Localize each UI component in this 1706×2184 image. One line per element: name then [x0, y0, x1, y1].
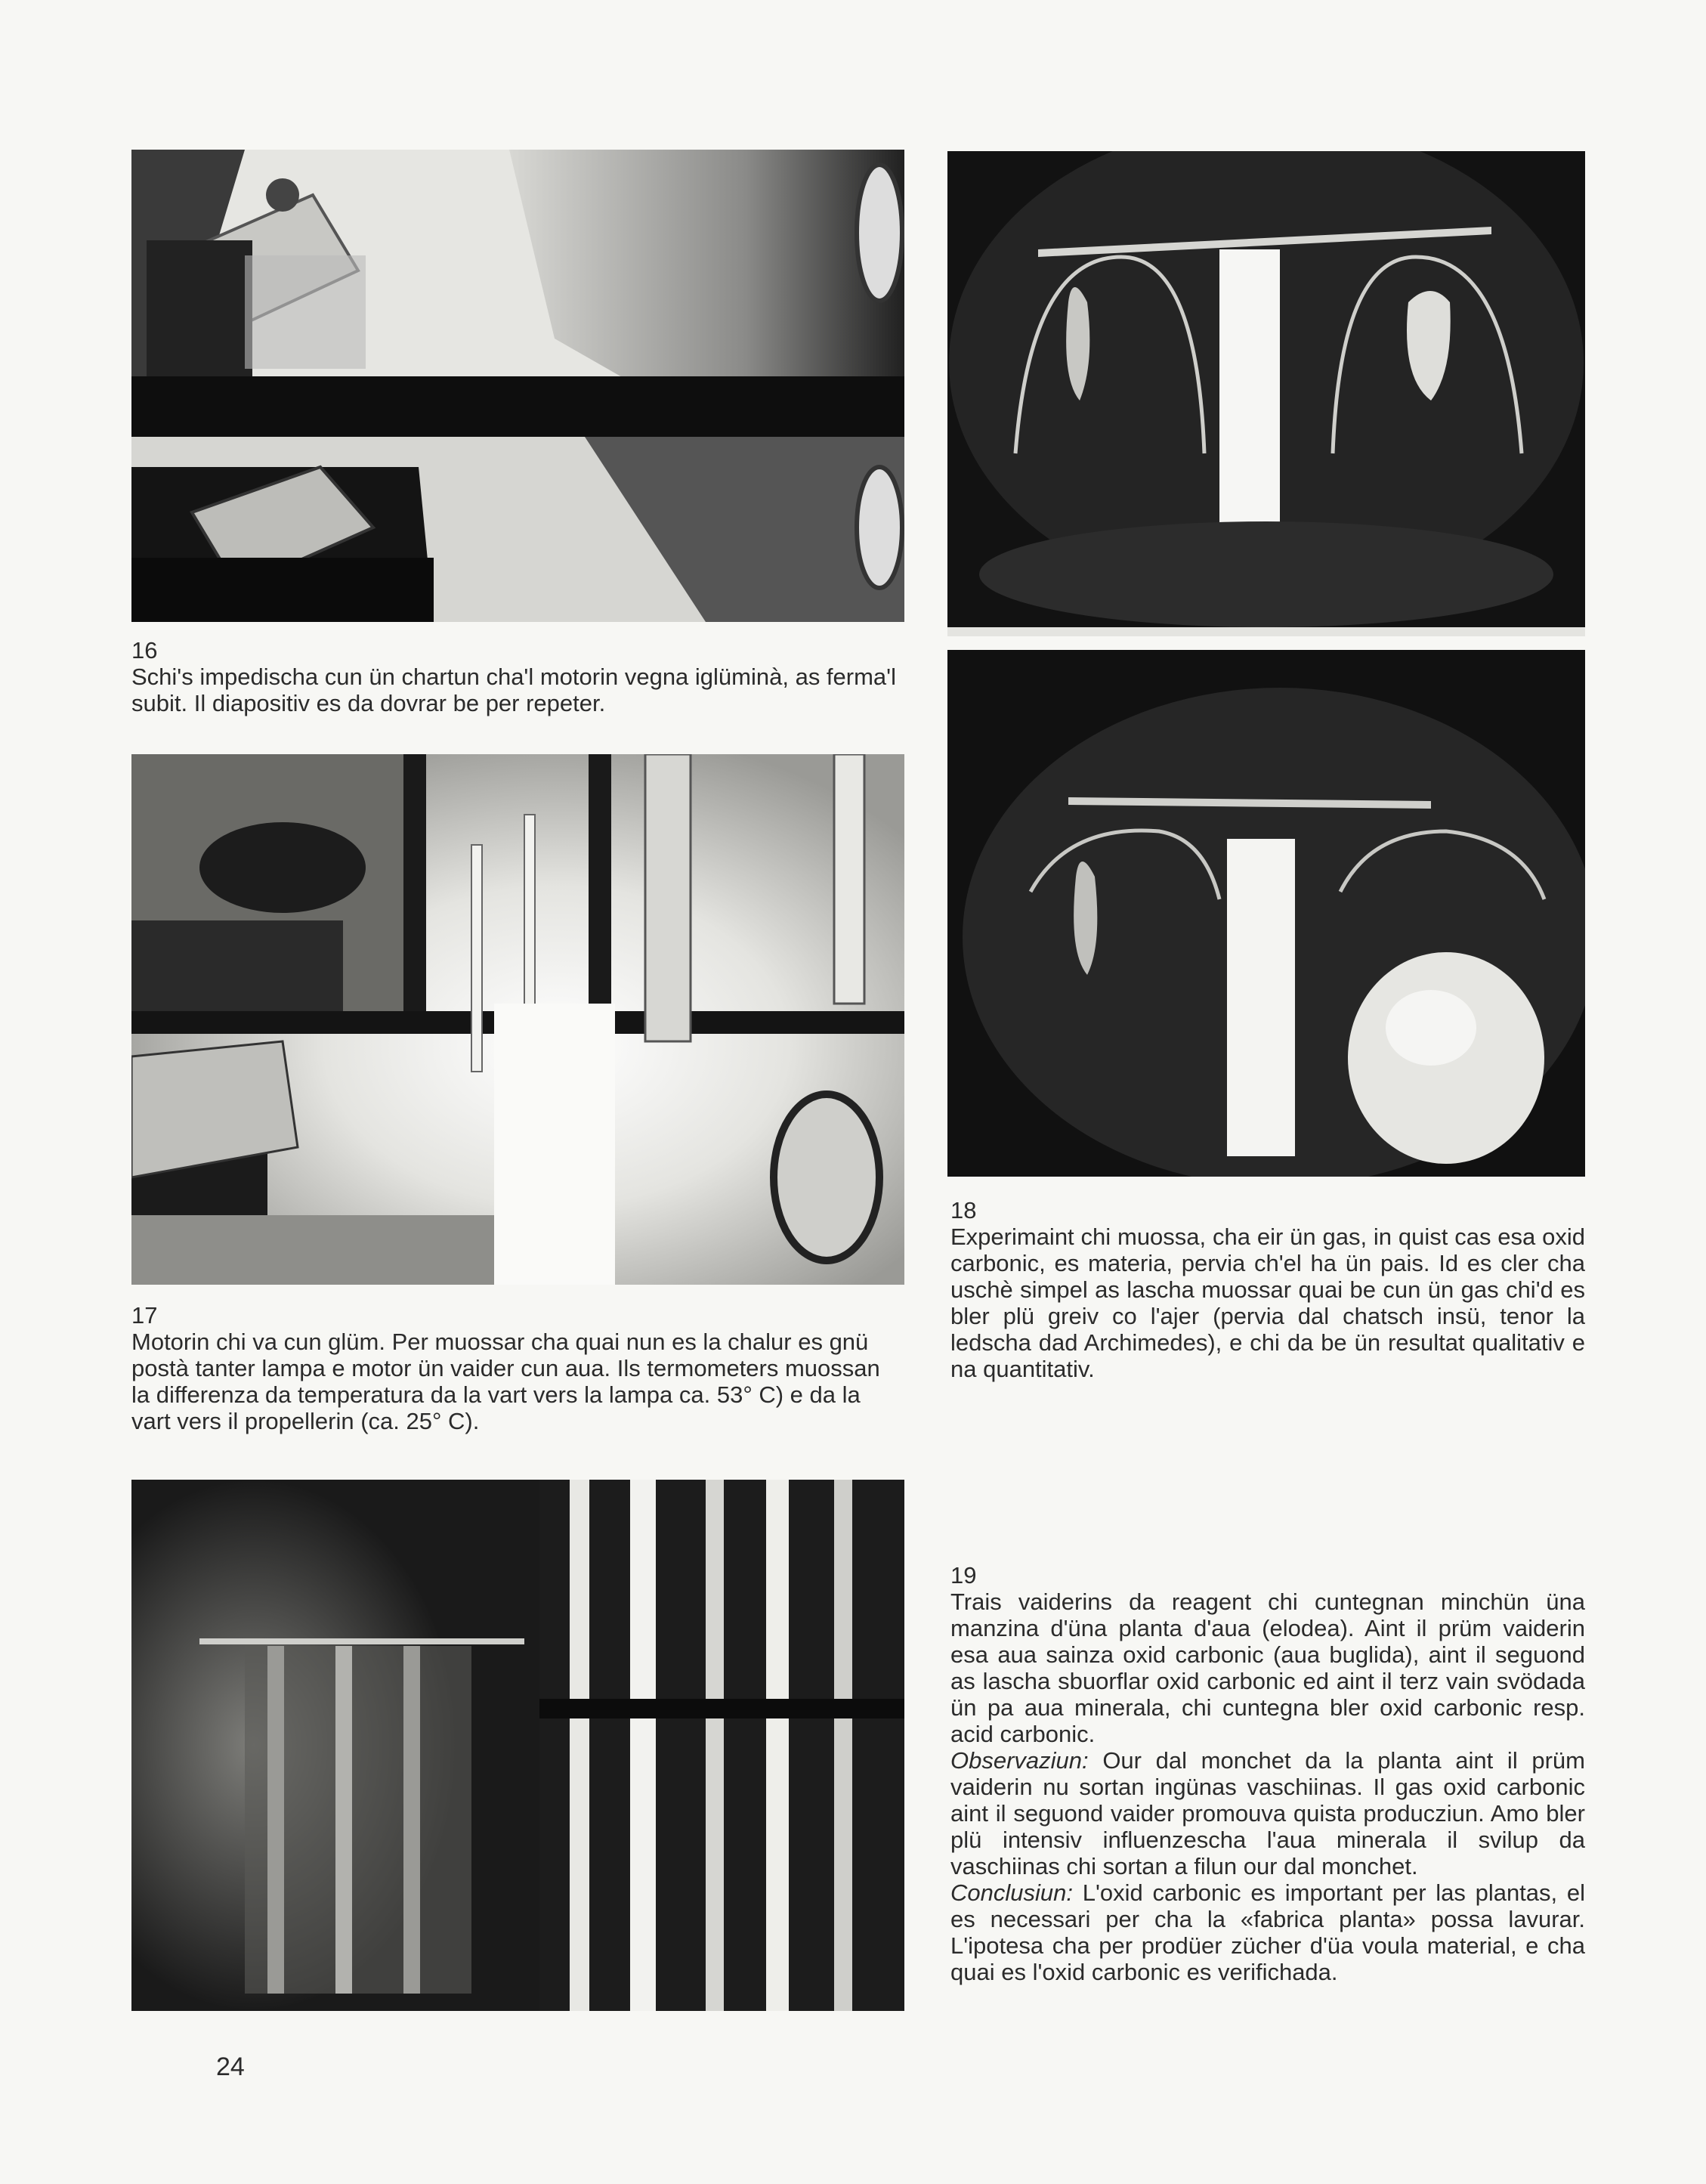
caption-18	[950, 1197, 1585, 1382]
observation-label: Observaziun:	[950, 1747, 1089, 1774]
photo-18-balance-bottom	[947, 650, 1585, 1177]
conclusion-text: L'oxid carbonic es important per las plantas, el es necessari per cha la «fabrica planta» possa lavurar. L'ipotesa cha per prodüer zücher d'üa voula material, e cha quai es l'oxid carbonic es verifichada.	[950, 1879, 1585, 1985]
conclusion-label: Conclusiun:	[950, 1879, 1073, 1906]
page-number: 24	[216, 2053, 245, 2081]
photo-18-balance-top	[947, 151, 1585, 636]
caption-text: Trais vaiderins da reagent chi cuntegnan minchün üna manzina d'üna planta d'aua (elodea). Aint il prüm vaiderin esa aua sainza oxid carbonic (aua buglida), aint il seguond as lascha sbuorflar oxid carbonic ed aint il terz vain svödada ün pa aua minerala, chi cuntegna bler oxid carbonic resp. acid carbonic.	[950, 1589, 1585, 1747]
caption-text: Motorin chi va cun glüm. Per muossar cha quai nun es la chalur es gnü postà tanter lampa e motor ün vaider cun aua. Ils termometers muossan la differenza da temperatura da la vart vers la lampa ca. 53° C) e da la vart vers il propellerin (ca. 25° C).	[131, 1329, 880, 1434]
photo-16-motor-shadow	[131, 150, 904, 622]
observation-text: Our dal monchet da la planta aint il prüm vaiderin nu sortan ingünas vaschiinas. Il gas oxid carbonic aint il seguond vaider promouva quista producziun. Amo bler plü intensiv influenzescha l'aua minerala il svilup da vaschiinas chi sortan a filun our dal monchet.	[950, 1747, 1585, 1879]
figure-number: 16	[131, 637, 158, 664]
caption-17	[131, 1302, 902, 1434]
photo-17-light-motor-thermometers	[131, 754, 904, 1285]
figure-number: 18	[950, 1197, 977, 1223]
caption-text: Schi's impedischa cun ün chartun cha'l motorin vegna iglüminà, as ferma'l subit. Il diapositiv es da dovrar be per repeter.	[131, 664, 896, 716]
figure-number: 19	[950, 1562, 977, 1589]
figure-number: 17	[131, 1302, 158, 1329]
caption-19	[950, 1562, 1585, 1985]
conclusion-paragraph	[950, 1879, 1585, 1985]
caption-16	[131, 637, 917, 716]
observation-paragraph	[950, 1747, 1585, 1879]
photo-19-test-tubes	[131, 1480, 904, 2011]
caption-text: Experimaint chi muossa, cha eir ün gas, in quist cas esa oxid carbonic, es materia, pervia ch'el ha ün pais. Id es cler cha uschè simpel as lascha muossar quai be cun ün gas chi'd es bler plü greiv co l'ajer (pervia dal chatsch insü, tenor la ledscha dad Archimedes), e chi da be ün resultat qualitativ e na quantitativ.	[950, 1223, 1585, 1382]
